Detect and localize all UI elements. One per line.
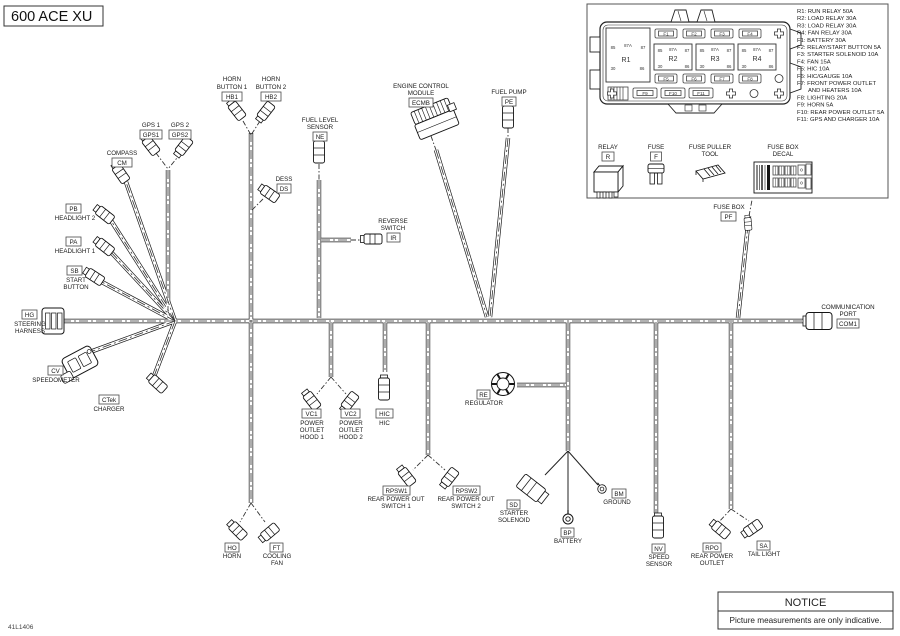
svg-text:F4: F4	[747, 31, 753, 37]
svg-text:HIC: HIC	[379, 411, 390, 418]
notice-box	[718, 592, 893, 629]
svg-text:BUTTON: BUTTON	[63, 284, 89, 291]
svg-text:85: 85	[610, 45, 616, 50]
svg-text:F1: BATTERY 30A: F1: BATTERY 30A	[797, 37, 846, 44]
svg-text:DESS: DESS	[275, 176, 293, 183]
svg-text:HEADLIGHT 1: HEADLIGHT 1	[54, 248, 96, 255]
label-dess	[276, 176, 293, 193]
svg-text:NE: NE	[315, 134, 325, 141]
svg-text:R3: LOAD RELAY 30A: R3: LOAD RELAY 30A	[797, 23, 857, 30]
label-gps1	[140, 122, 162, 139]
svg-text:COM1: COM1	[839, 321, 857, 328]
svg-text:OUTLET: OUTLET	[699, 560, 725, 567]
svg-text:PA: PA	[69, 239, 78, 246]
svg-text:GPS 1: GPS 1	[141, 122, 161, 129]
svg-text:87: 87	[640, 45, 646, 50]
svg-text:87: 87	[726, 48, 732, 53]
svg-text:86: 86	[684, 64, 690, 69]
label-horn	[223, 543, 241, 560]
communication-port-connector	[803, 313, 832, 330]
svg-text:HORN: HORN	[261, 76, 281, 83]
svg-text:HEADLIGHT 2: HEADLIGHT 2	[54, 215, 96, 222]
svg-text:STARTER: STARTER	[499, 510, 529, 517]
svg-text:F9: HORN 5A: F9: HORN 5A	[797, 102, 834, 109]
svg-text:REAR POWER OUT: REAR POWER OUT	[367, 496, 425, 503]
svg-text:SWITCH: SWITCH	[380, 225, 406, 232]
svg-text:ECMB: ECMB	[412, 100, 430, 107]
svg-text:BP: BP	[563, 530, 572, 537]
speed-sensor-connector	[653, 513, 664, 538]
svg-text:F9: F9	[642, 91, 648, 96]
svg-text:DS: DS	[279, 186, 289, 193]
svg-text:REAR POWER OUT: REAR POWER OUT	[437, 496, 495, 503]
svg-text:F6: F6	[691, 76, 697, 82]
svg-text:HOOD 1: HOOD 1	[300, 434, 324, 441]
svg-text:F7: F7	[719, 76, 725, 82]
svg-text:TAIL LIGHT: TAIL LIGHT	[747, 551, 781, 558]
svg-text:REVERSE: REVERSE	[378, 218, 408, 225]
svg-text:HOOD 2: HOOD 2	[339, 434, 363, 441]
svg-text:FUEL PUMP: FUEL PUMP	[491, 89, 527, 96]
svg-text:F1: F1	[663, 31, 669, 37]
fuse-box-diagram	[590, 10, 801, 113]
svg-text:GPS2: GPS2	[171, 132, 189, 139]
svg-text:RPO: RPO	[705, 545, 719, 552]
svg-text:POWER: POWER	[339, 420, 363, 427]
svg-text:GROUND: GROUND	[603, 499, 631, 506]
title-block	[4, 6, 103, 26]
svg-text:87A: 87A	[753, 47, 761, 52]
svg-text:30: 30	[657, 64, 663, 69]
svg-text:SB: SB	[70, 268, 79, 275]
sheet-number: 41L1406	[8, 624, 34, 631]
svg-text:COOLING: COOLING	[262, 553, 292, 560]
svg-text:CM: CM	[117, 160, 127, 167]
svg-text:R4: FAN RELAY 30A: R4: FAN RELAY 30A	[797, 30, 852, 37]
label-power-outlet-hood2	[339, 409, 364, 441]
svg-text:87: 87	[684, 48, 690, 53]
svg-text:RE: RE	[479, 392, 488, 399]
svg-text:VC2: VC2	[344, 411, 357, 418]
svg-text:PE: PE	[504, 99, 514, 106]
svg-text:F10: F10	[669, 91, 677, 96]
svg-text:PF: PF	[724, 214, 733, 221]
fuel-level-sensor-connector	[314, 138, 325, 163]
svg-text:FT: FT	[272, 545, 281, 552]
fusebox-tab	[668, 104, 722, 113]
svg-text:86: 86	[639, 66, 645, 71]
svg-text:F8: LIGHTING 20A: F8: LIGHTING 20A	[797, 95, 848, 102]
svg-text:30: 30	[610, 66, 616, 71]
svg-text:REAR POWER: REAR POWER	[690, 553, 734, 560]
svg-text:87A: 87A	[624, 43, 632, 48]
svg-text:TOOL: TOOL	[701, 151, 719, 158]
svg-text:HORN: HORN	[222, 76, 242, 83]
svg-text:START: START	[66, 277, 86, 284]
svg-text:30: 30	[741, 64, 747, 69]
svg-text:F: F	[654, 154, 658, 161]
svg-text:87: 87	[768, 48, 774, 53]
svg-text:R2: R2	[668, 56, 678, 63]
relay-slot-r1	[606, 28, 650, 82]
relay-slot-r4	[738, 44, 776, 70]
hic-connector	[379, 375, 390, 400]
svg-text:IR: IR	[390, 235, 397, 242]
svg-text:SPEEDOMETER: SPEEDOMETER	[32, 377, 80, 384]
svg-text:F10: REAR POWER OUTLET 5A: F10: REAR POWER OUTLET 5A	[797, 109, 885, 116]
svg-text:CTek: CTek	[101, 397, 117, 404]
svg-text:GPS1: GPS1	[142, 132, 160, 139]
svg-text:OUTLET: OUTLET	[299, 427, 325, 434]
svg-text:FUSE BOX: FUSE BOX	[713, 204, 745, 211]
reverse-switch-connector	[361, 234, 383, 244]
svg-text:F6: HIC/GAUGE 10A: F6: HIC/GAUGE 10A	[797, 73, 853, 80]
svg-text:FUSE: FUSE	[647, 144, 665, 151]
svg-text:HO: HO	[227, 545, 237, 552]
svg-text:BUTTON 2: BUTTON 2	[255, 84, 287, 91]
svg-text:RPSW2: RPSW2	[455, 488, 478, 495]
svg-text:STEERING: STEERING	[14, 321, 46, 328]
svg-text:FAN: FAN	[270, 560, 284, 567]
notice-title: NOTICE	[784, 597, 827, 609]
svg-text:F3: F3	[719, 31, 725, 37]
relay-slot-r2	[654, 44, 692, 70]
svg-text:HB2: HB2	[264, 94, 278, 101]
svg-text:CHARGER: CHARGER	[93, 406, 125, 413]
svg-text:SWITCH 1: SWITCH 1	[381, 503, 411, 510]
svg-text:DECAL: DECAL	[772, 151, 794, 158]
svg-text:COMPASS: COMPASS	[106, 150, 138, 157]
fuel-pump-connector	[503, 103, 514, 128]
svg-text:85: 85	[741, 48, 747, 53]
svg-text:F4: FAN 15A: F4: FAN 15A	[797, 59, 831, 66]
svg-text:OUTLET: OUTLET	[338, 427, 364, 434]
svg-text:HIC: HIC	[379, 420, 390, 427]
svg-text:R: R	[605, 154, 611, 161]
regulator-connector	[492, 373, 515, 396]
svg-text:R3: R3	[710, 56, 720, 63]
label-gps2	[169, 122, 191, 139]
svg-text:REGULATOR: REGULATOR	[465, 400, 503, 407]
svg-text:GPS 2: GPS 2	[170, 122, 190, 129]
svg-text:R1: R1	[621, 57, 631, 64]
svg-text:HG: HG	[24, 312, 35, 319]
label-power-outlet-hood1	[300, 409, 325, 441]
svg-text:POWER: POWER	[300, 420, 324, 427]
svg-text:F7: FRONT POWER OUTLET: F7: FRONT POWER OUTLET	[797, 81, 877, 87]
svg-text:BUTTON 1: BUTTON 1	[216, 84, 248, 91]
svg-text:SENSOR: SENSOR	[645, 561, 673, 568]
svg-text:86: 86	[768, 64, 774, 69]
svg-text:SENSOR: SENSOR	[306, 124, 334, 131]
svg-text:F8: F8	[747, 76, 753, 82]
svg-text:FUEL LEVEL: FUEL LEVEL	[301, 117, 339, 124]
svg-text:SD: SD	[509, 502, 518, 509]
svg-text:86: 86	[726, 64, 732, 69]
svg-text:HARNESS: HARNESS	[15, 328, 45, 335]
svg-text:ENGINE CONTROL: ENGINE CONTROL	[393, 83, 449, 90]
svg-text:85: 85	[699, 48, 705, 53]
svg-text:SOLENOID: SOLENOID	[498, 517, 530, 524]
svg-text:BATTERY: BATTERY	[554, 538, 582, 545]
svg-text:PORT: PORT	[839, 311, 857, 318]
svg-text:F2: RELAY/START BUTTON 5A: F2: RELAY/START BUTTON 5A	[797, 45, 881, 51]
notice-text: Picture measurements are only indicative.	[729, 616, 882, 625]
svg-text:F5: HIC 10A: F5: HIC 10A	[797, 66, 830, 73]
svg-text:CV: CV	[51, 368, 60, 375]
svg-text:87A: 87A	[669, 47, 677, 52]
svg-text:HORN: HORN	[222, 553, 242, 560]
svg-text:30: 30	[699, 64, 705, 69]
svg-text:R1: RUN RELAY 50A: R1: RUN RELAY 50A	[797, 9, 854, 15]
svg-text:SWITCH 2: SWITCH 2	[451, 503, 481, 510]
svg-text:87A: 87A	[711, 47, 719, 52]
svg-text:F3: STARTER SOLENOID 10A: F3: STARTER SOLENOID 10A	[797, 52, 879, 59]
svg-text:85: 85	[657, 48, 663, 53]
svg-text:BM: BM	[614, 491, 624, 498]
svg-text:NV: NV	[654, 546, 663, 553]
svg-text:RELAY: RELAY	[598, 144, 618, 151]
svg-text:FUSE BOX: FUSE BOX	[767, 144, 799, 151]
svg-text:VC1: VC1	[305, 411, 318, 418]
svg-text:R2: LOAD RELAY 30A: R2: LOAD RELAY 30A	[797, 16, 857, 23]
svg-text:PB: PB	[69, 206, 78, 213]
relay-slot-r3	[696, 44, 734, 70]
svg-text:F11: GPS AND CHARGER 10A: F11: GPS AND CHARGER 10A	[797, 117, 880, 123]
svg-text:R4: R4	[752, 56, 762, 63]
svg-text:HB1: HB1	[225, 94, 239, 101]
svg-text:F5: F5	[663, 76, 669, 82]
svg-text:F11: F11	[697, 91, 705, 96]
fusebox-decal-icon	[754, 162, 812, 193]
svg-text:F2: F2	[691, 31, 697, 37]
page-title: 600 ACE XU	[11, 9, 93, 25]
svg-text:SPEED: SPEED	[648, 554, 670, 561]
svg-text:RPSW1: RPSW1	[385, 488, 408, 495]
svg-text:MODULE: MODULE	[407, 90, 435, 97]
svg-text:AND HEATERS 10A: AND HEATERS 10A	[808, 88, 862, 95]
svg-text:COMMUNICATION: COMMUNICATION	[821, 304, 875, 311]
svg-text:FUSE PULLER: FUSE PULLER	[688, 144, 732, 151]
svg-text:SA: SA	[759, 543, 768, 550]
